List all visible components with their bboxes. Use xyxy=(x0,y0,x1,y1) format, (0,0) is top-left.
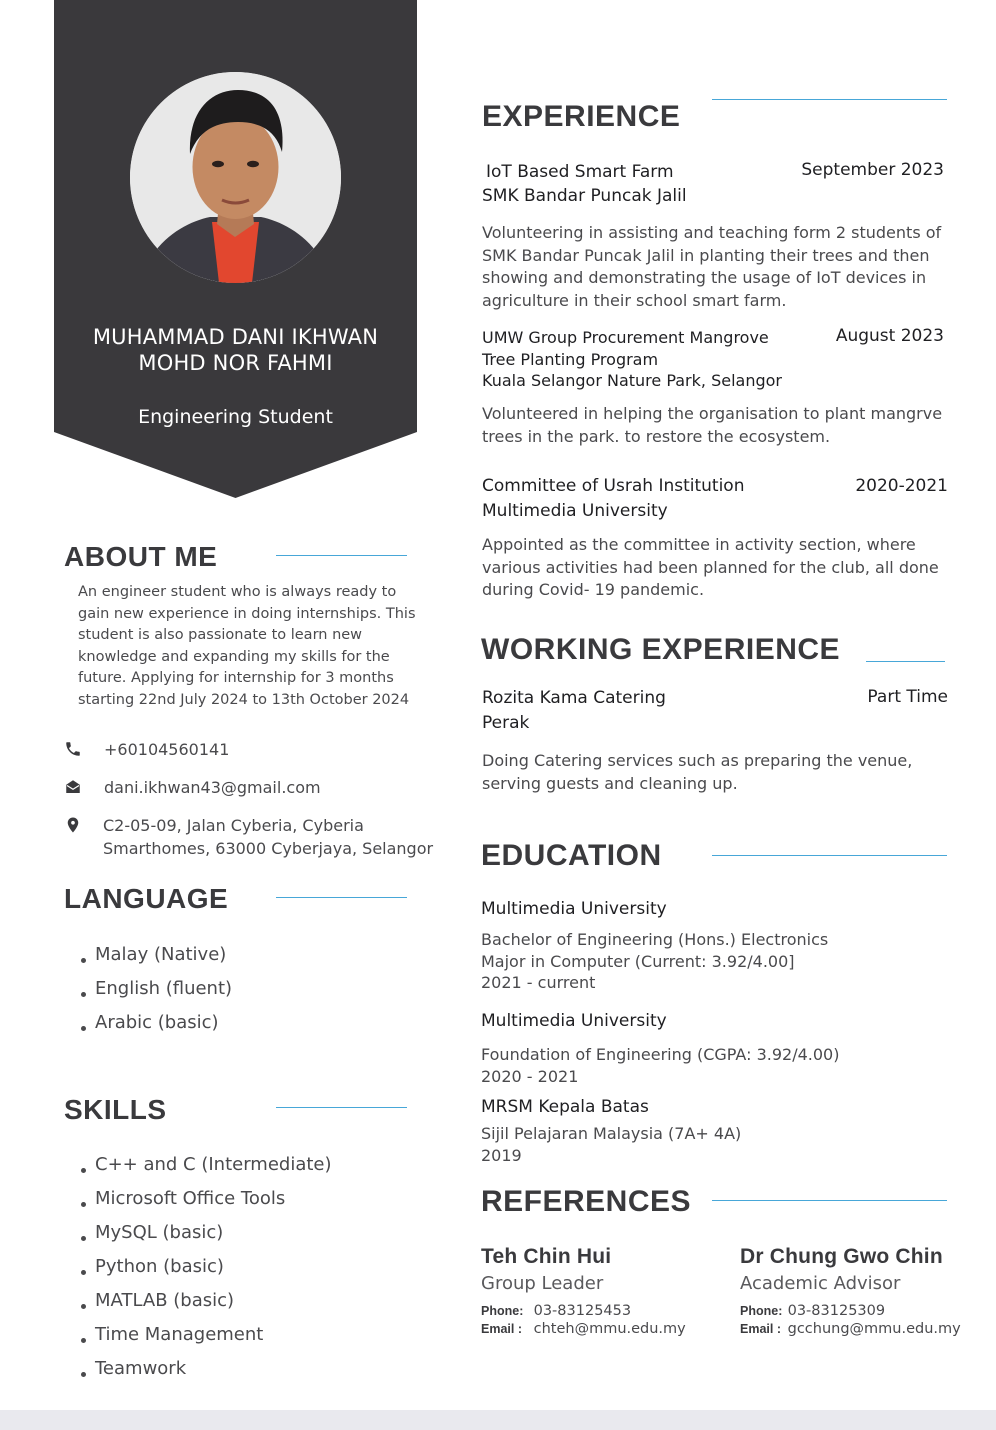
experience-title: UMW Group Procurement Mangrove xyxy=(482,328,769,347)
experience-title: IoT Based Smart Farm xyxy=(486,162,674,182)
education-school: Multimedia University xyxy=(481,899,667,919)
contact-address-line1: C2-05-09, Jalan Cyberia, Cyberia xyxy=(103,816,364,835)
language-item: Arabic (basic) xyxy=(79,1011,232,1045)
experience-date: September 2023 xyxy=(801,160,944,180)
work-type: Part Time xyxy=(867,687,948,707)
experience-date: August 2023 xyxy=(835,326,944,346)
reference-email-row xyxy=(481,1321,721,1337)
skill-item: MATLAB (basic) xyxy=(79,1289,332,1323)
reference-phone[interactable]: 03-83125309 xyxy=(787,1303,886,1319)
working-experience-divider xyxy=(866,661,945,662)
language-item: English (fluent) xyxy=(79,977,232,1011)
reference-phone[interactable]: 03-83125453 xyxy=(533,1303,632,1319)
education-school: MRSM Kepala Batas xyxy=(481,1097,649,1117)
phone-icon xyxy=(64,740,82,758)
language-divider xyxy=(276,897,407,898)
reference-phone-row xyxy=(740,1303,980,1319)
references-divider xyxy=(712,1200,947,1201)
reference-email[interactable]: gcchung@mmu.edu.my xyxy=(787,1321,961,1337)
experience-title: Committee of Usrah Institution xyxy=(482,476,745,496)
experience-heading: EXPERIENCE xyxy=(482,100,681,133)
skill-item: MySQL (basic) xyxy=(79,1221,332,1255)
about-text: An engineer student who is always ready to gain new experience in doing internships. This student is also passionate to learn new knowledge and expanding my skills for the future. Applying for internship for 3 months starting 22nd July 2024 to 13th October 2024 xyxy=(78,584,416,708)
education-divider xyxy=(712,855,947,856)
education-program: Foundation of Engineering (CGPA: 3.92/4.00) xyxy=(481,1045,840,1064)
education-years: 2020 - 2021 xyxy=(481,1066,579,1086)
experience-description: Appointed as the committee in activity section, where various activities had been planned for the club, all done during Covid- 19 pandemic. xyxy=(482,535,939,599)
experience-date: 2020-2021 xyxy=(855,476,948,496)
reference-name: Dr Chung Gwo Chin xyxy=(740,1245,943,1268)
education-years: 2019 xyxy=(481,1145,522,1165)
experience-description: Volunteered in helping the organisation to plant mangrve trees in the park. to restore the ecosystem. xyxy=(482,404,943,446)
language-heading: LANGUAGE xyxy=(64,883,229,914)
experience-org: Multimedia University xyxy=(482,501,668,521)
education-details xyxy=(481,1044,839,1087)
experience-divider xyxy=(712,99,947,100)
reference-phone-key: Phone: xyxy=(740,1304,783,1318)
work-title: Rozita Kama Catering xyxy=(482,688,666,708)
reference-email-key: Email : xyxy=(740,1322,781,1336)
contact-phone[interactable]: +60104560141 xyxy=(104,740,230,759)
reference-email[interactable]: chteh@mmu.edu.my xyxy=(533,1321,686,1337)
reference-card xyxy=(481,1245,721,1337)
page-bottom-edge xyxy=(0,1410,996,1430)
work-description: Doing Catering services such as preparing the venue, serving guests and cleaning up. xyxy=(482,751,913,793)
skill-item: C++ and C (Intermediate) xyxy=(79,1153,332,1187)
experience-description: Volunteering in assisting and teaching form 2 students of SMK Bandar Puncak Jalil in planting their trees and then showing and demonstrating the usage of IoT devices in agriculture in their school smart farm. xyxy=(482,223,942,310)
envelope-icon xyxy=(64,778,82,796)
profile-name-line1: MUHAMMAD DANI IKHWAN xyxy=(92,325,379,349)
reference-email-row xyxy=(740,1321,980,1337)
contact-email[interactable]: dani.ikhwan43@gmail.com xyxy=(104,778,321,797)
reference-phone-row xyxy=(481,1303,721,1319)
skill-item: Microsoft Office Tools xyxy=(79,1187,332,1221)
experience-org: SMK Bandar Puncak Jalil xyxy=(482,186,687,206)
reference-card xyxy=(740,1245,980,1337)
contact-address xyxy=(103,814,433,860)
reference-email-key: Email : xyxy=(481,1322,522,1336)
skills-list xyxy=(79,1153,332,1391)
education-school: Multimedia University xyxy=(481,1011,667,1031)
profile-name xyxy=(54,324,417,376)
experience-title-cont: Tree Planting Program xyxy=(482,350,659,369)
language-item: Malay (Native) xyxy=(79,943,232,977)
profile-name-line2: MOHD NOR FAHMI xyxy=(138,351,333,375)
skills-heading: SKILLS xyxy=(64,1094,167,1125)
skill-item: Teamwork xyxy=(79,1357,332,1391)
profile-role: Engineering Student xyxy=(138,406,333,428)
education-years: 2021 - current xyxy=(481,973,596,992)
skill-item: Time Management xyxy=(79,1323,332,1357)
working-experience-heading: WORKING EXPERIENCE xyxy=(481,633,841,666)
reference-role: Academic Advisor xyxy=(740,1273,901,1294)
skills-divider xyxy=(276,1107,407,1108)
profile-photo xyxy=(130,72,341,283)
about-divider xyxy=(276,555,407,556)
reference-name: Teh Chin Hui xyxy=(481,1245,612,1268)
education-degree: Bachelor of Engineering (Hons.) Electronics xyxy=(481,930,829,949)
experience-org: Kuala Selangor Nature Park, Selangor xyxy=(482,371,782,390)
language-list xyxy=(79,943,232,1045)
skill-item: Python (basic) xyxy=(79,1255,332,1289)
education-program: Sijil Pelajaran Malaysia (7A+ 4A) xyxy=(481,1124,742,1143)
references-heading: REFERENCES xyxy=(481,1185,692,1218)
education-details xyxy=(481,929,828,994)
map-pin-icon xyxy=(64,816,82,834)
education-heading: EDUCATION xyxy=(481,839,662,872)
contact-address-line2: Smarthomes, 63000 Cyberjaya, Selangor xyxy=(103,839,434,858)
about-heading: ABOUT ME xyxy=(64,541,218,572)
reference-role: Group Leader xyxy=(481,1273,604,1294)
work-location: Perak xyxy=(482,713,530,733)
reference-phone-key: Phone: xyxy=(481,1304,524,1318)
education-major: Major in Computer (Current: 3.92/4.00] xyxy=(481,951,795,971)
education-details xyxy=(481,1123,741,1166)
